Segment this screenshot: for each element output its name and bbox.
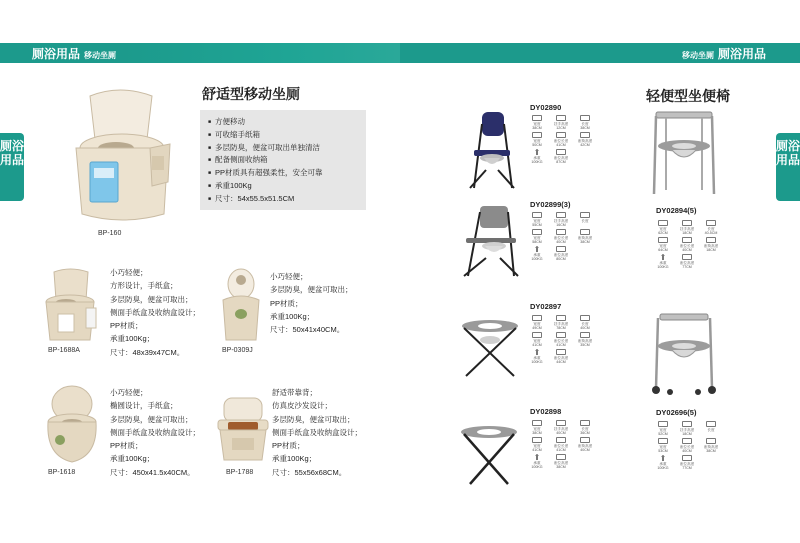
spec-value: 18CM bbox=[682, 231, 692, 235]
spec-cell bbox=[550, 437, 572, 453]
spec-label: 长度 bbox=[581, 322, 589, 326]
bp160-model: BP-160 bbox=[98, 230, 122, 237]
spec-label: 宽度 bbox=[659, 428, 667, 432]
spec-cell bbox=[700, 220, 722, 236]
header-right-title: 厕浴用品 bbox=[717, 47, 766, 61]
spec-label: 宽度 bbox=[533, 427, 541, 431]
desc-line: 尺寸：50x41x40CM。 bbox=[270, 325, 345, 335]
spec-cell bbox=[526, 115, 548, 131]
chair-dy02899-image bbox=[460, 204, 522, 278]
dimension-icon bbox=[580, 212, 590, 218]
spec-cell bbox=[550, 132, 572, 148]
desc-line: 侧面手纸盒及收纳盒设计； bbox=[110, 427, 200, 437]
spec-value: 36CM bbox=[580, 431, 590, 435]
chair-dy02696-specs bbox=[652, 421, 722, 471]
spec-label: 扶手高度 bbox=[679, 428, 695, 432]
side-tab-left-line2: 用品 bbox=[0, 153, 25, 167]
spec-label: 宽度 bbox=[659, 244, 667, 248]
dimension-icon bbox=[580, 229, 590, 235]
spec-label: 座椅高度 bbox=[577, 444, 593, 448]
spec-value: 42CM bbox=[580, 143, 590, 147]
bp1788-model: BP-1788 bbox=[226, 469, 254, 476]
dimension-icon bbox=[556, 437, 566, 443]
spec-value: 41CM bbox=[556, 143, 566, 147]
spec-value: 40CM bbox=[682, 449, 692, 453]
chair-dy02898-specs bbox=[526, 420, 596, 470]
spec-cell bbox=[550, 332, 572, 348]
dimension-icon bbox=[658, 237, 668, 243]
spec-value: 78CM bbox=[556, 326, 566, 330]
spec-value: 100KG bbox=[531, 257, 543, 261]
spec-cell bbox=[526, 420, 548, 436]
header-left-title: 厕浴用品 bbox=[32, 47, 81, 61]
dimension-icon bbox=[580, 437, 590, 443]
spec-label: 座位长度 bbox=[553, 339, 569, 343]
dimension-icon bbox=[658, 438, 668, 444]
commode-bp0309j-image bbox=[218, 266, 264, 344]
chair-dy02897-image bbox=[458, 318, 522, 380]
bp1688a-model: BP-1688A bbox=[48, 347, 80, 354]
desc-line: PP材质； bbox=[272, 441, 305, 451]
dimension-icon bbox=[532, 420, 542, 426]
desc-line: 仿真皮沙发设计； bbox=[272, 401, 332, 411]
spec-cell bbox=[700, 237, 722, 253]
spec-cell bbox=[652, 438, 674, 454]
desc-line: 方形设计，手纸盒； bbox=[110, 281, 178, 291]
desc-line: 承重100Kg； bbox=[270, 311, 315, 321]
bp0309j-model: BP-0309J bbox=[222, 347, 253, 354]
spec-label: 承重 bbox=[533, 461, 541, 465]
feature-item: ■ 方便移动 bbox=[208, 116, 366, 129]
dimension-icon bbox=[556, 229, 566, 235]
spec-label: 座位长度 bbox=[553, 444, 569, 448]
desc-line: 承重100Kg； bbox=[272, 454, 317, 464]
spec-cell bbox=[676, 455, 698, 471]
spec-cell bbox=[574, 332, 596, 348]
commode-bp160-image bbox=[60, 86, 184, 226]
dimension-icon bbox=[556, 115, 566, 121]
spec-cell bbox=[574, 437, 596, 453]
spec-cell bbox=[526, 246, 548, 262]
chair-dy02696-model: DY02696(5) bbox=[656, 408, 697, 417]
spec-value: 50CM bbox=[532, 143, 542, 147]
spec-cell bbox=[526, 132, 548, 148]
spec-label: 长度 bbox=[581, 427, 589, 431]
spec-cell bbox=[574, 115, 596, 131]
person-icon bbox=[534, 349, 540, 355]
desc-line: 尺寸：48x39x47CM。 bbox=[110, 347, 185, 357]
dimension-icon bbox=[580, 315, 590, 321]
spec-value: 52CM bbox=[658, 432, 668, 436]
chair-dy02897-model: DY02897 bbox=[530, 302, 562, 311]
spec-cell bbox=[574, 229, 596, 245]
spec-label: 座位高度 bbox=[679, 261, 695, 265]
dimension-icon bbox=[658, 220, 668, 226]
spec-label: 座椅高度 bbox=[577, 339, 593, 343]
dimension-icon bbox=[658, 421, 668, 427]
spec-cell bbox=[526, 332, 548, 348]
main-product-title: 舒适型移动坐厕 bbox=[202, 86, 300, 102]
spec-cell bbox=[574, 315, 596, 331]
person-icon bbox=[534, 246, 540, 252]
spec-value: 77CM bbox=[682, 265, 692, 269]
spec-cell bbox=[550, 246, 572, 262]
chair-dy02899-specs bbox=[526, 212, 596, 262]
side-tab-right-line2: 用品 bbox=[776, 153, 800, 167]
dimension-icon bbox=[706, 237, 716, 243]
dimension-icon bbox=[532, 315, 542, 321]
spec-label: 座位高度 bbox=[553, 253, 569, 257]
chair-dy02898-model: DY02898 bbox=[530, 407, 562, 416]
spec-cell bbox=[652, 237, 674, 253]
spec-value: 55CM bbox=[532, 223, 542, 227]
spec-label: 长度 bbox=[581, 122, 589, 126]
dimension-icon bbox=[556, 315, 566, 321]
spec-value: 53CM bbox=[658, 449, 668, 453]
chair-dy02890-specs bbox=[526, 115, 596, 165]
dimension-icon bbox=[556, 332, 566, 338]
feature-item: ■ 可收缩手纸箱 bbox=[208, 129, 366, 142]
spec-value: 100KG bbox=[531, 360, 543, 364]
spec-cell bbox=[574, 420, 596, 436]
spec-value: 38CM bbox=[580, 126, 590, 130]
spec-cell bbox=[550, 315, 572, 331]
spec-value: 100KG bbox=[531, 465, 543, 469]
spec-cell bbox=[676, 438, 698, 454]
spec-value: 41CM bbox=[556, 448, 566, 452]
spec-cell bbox=[676, 254, 698, 270]
spec-label: 座位长度 bbox=[679, 244, 695, 248]
chair-dy02894-image bbox=[646, 106, 722, 198]
dimension-icon bbox=[580, 115, 590, 121]
spec-cell bbox=[652, 421, 674, 437]
spec-cell bbox=[526, 315, 548, 331]
spec-label: 承重 bbox=[533, 253, 541, 257]
dimension-icon bbox=[682, 455, 692, 461]
spec-value: 40CM bbox=[556, 240, 566, 244]
spec-label: 宽度 bbox=[533, 139, 541, 143]
header-right-sub: 移动坐厕 bbox=[681, 51, 714, 60]
side-tab-left-line1: 厕浴 bbox=[0, 139, 25, 153]
side-tab-right-line1: 厕浴 bbox=[776, 139, 800, 153]
desc-line: 多层防臭，便盆可取出； bbox=[272, 414, 355, 424]
spec-label: 座椅高度 bbox=[703, 445, 719, 449]
chair-dy02899-model: DY02899(3) bbox=[530, 200, 571, 209]
person-icon bbox=[534, 454, 540, 460]
chair-dy02898-image bbox=[458, 424, 520, 486]
spec-cell bbox=[676, 237, 698, 253]
dimension-icon bbox=[556, 149, 566, 155]
spec-cell bbox=[550, 454, 572, 470]
bp1688a-description bbox=[110, 266, 200, 359]
chair-dy02890-image bbox=[464, 108, 520, 190]
spec-value: 58CM bbox=[532, 240, 542, 244]
spec-label: 长度 bbox=[707, 227, 715, 231]
spec-cell bbox=[574, 132, 596, 148]
commode-bp1788-image bbox=[216, 396, 270, 462]
spec-label: 承重 bbox=[533, 356, 541, 360]
spec-cell bbox=[574, 212, 596, 228]
spec-label: 宽度 bbox=[533, 236, 541, 240]
spec-label: 承重 bbox=[533, 156, 541, 160]
spec-cell bbox=[700, 421, 722, 437]
desc-line: 椭圆设计，手纸盒； bbox=[110, 401, 178, 411]
desc-line: 舒适带靠背； bbox=[272, 388, 317, 397]
spec-value: 80CM bbox=[556, 257, 566, 261]
spec-cell bbox=[526, 212, 548, 228]
dimension-icon bbox=[556, 349, 566, 355]
dimension-icon bbox=[706, 220, 716, 226]
spec-value: 38CM bbox=[532, 431, 542, 435]
desc-line: 小巧轻便； bbox=[270, 272, 308, 281]
spec-label: 座椅高度 bbox=[703, 244, 719, 248]
spec-value: 49CM bbox=[532, 326, 542, 330]
spec-label: 座位高度 bbox=[679, 462, 695, 466]
chair-dy02894-model: DY02894(5) bbox=[656, 206, 697, 215]
header-right bbox=[682, 45, 766, 62]
spec-value: 18CM bbox=[706, 248, 716, 252]
desc-line: 小巧轻便； bbox=[110, 268, 148, 277]
feature-list bbox=[200, 110, 366, 210]
desc-line: PP材质； bbox=[110, 441, 143, 451]
commode-bp1688a-image bbox=[40, 266, 100, 344]
dimension-icon bbox=[706, 421, 716, 427]
spec-cell bbox=[652, 220, 674, 236]
chair-dy02696-image bbox=[646, 310, 722, 398]
spec-value: 38CM bbox=[580, 240, 590, 244]
spec-label: 扶手高度 bbox=[553, 427, 569, 431]
spec-cell bbox=[676, 421, 698, 437]
chairs-title: 轻便型坐便椅 bbox=[646, 88, 730, 104]
spec-label: 长度 bbox=[581, 219, 589, 223]
spec-cell bbox=[550, 212, 572, 228]
feature-item: ■ PP材质具有超强柔性，安全可靠 bbox=[208, 167, 366, 180]
bp1618-model: BP-1618 bbox=[48, 469, 76, 476]
spec-value: 40CM bbox=[682, 248, 692, 252]
spec-label: 座椅高度 bbox=[577, 139, 593, 143]
dimension-icon bbox=[556, 132, 566, 138]
dimension-icon bbox=[682, 237, 692, 243]
spec-cell bbox=[550, 149, 572, 165]
person-icon bbox=[660, 455, 666, 461]
chair-dy02897-specs bbox=[526, 315, 596, 365]
dimension-icon bbox=[532, 332, 542, 338]
person-icon bbox=[534, 149, 540, 155]
spec-value: 100KG bbox=[657, 466, 669, 470]
spec-cell bbox=[526, 454, 548, 470]
spec-label: 扶手高度 bbox=[679, 227, 695, 231]
spec-value: 12CM bbox=[556, 126, 566, 130]
spec-label: 座位高度 bbox=[553, 461, 569, 465]
spec-cell bbox=[550, 115, 572, 131]
dimension-icon bbox=[580, 420, 590, 426]
side-tab-left bbox=[0, 133, 24, 201]
spec-label: 承重 bbox=[659, 462, 667, 466]
header-left-sub: 移动坐厕 bbox=[84, 51, 117, 60]
bp0309j-description bbox=[270, 270, 353, 336]
spec-value: 40-5CM bbox=[704, 231, 718, 235]
spec-value: 100KG bbox=[657, 265, 669, 269]
dimension-icon bbox=[682, 421, 692, 427]
desc-line: 尺寸：55x56x68CM。 bbox=[272, 467, 347, 477]
spec-cell bbox=[526, 149, 548, 165]
desc-line: 多层防臭，便盆可取出； bbox=[270, 285, 353, 295]
commode-bp1618-image bbox=[42, 384, 100, 464]
dimension-icon bbox=[556, 246, 566, 252]
desc-line: 承重100Kg； bbox=[110, 454, 155, 464]
spec-label: 座位长度 bbox=[679, 445, 695, 449]
spec-label: 座位长度 bbox=[553, 139, 569, 143]
spec-value: 38CM bbox=[556, 465, 566, 469]
desc-line: 多层防臭，便盆可取出； bbox=[110, 414, 193, 424]
spec-label: 座椅高度 bbox=[577, 236, 593, 240]
header-left bbox=[32, 45, 116, 62]
dimension-icon bbox=[532, 132, 542, 138]
spec-cell bbox=[652, 455, 674, 471]
bp1618-description bbox=[110, 386, 200, 479]
desc-line: 承重100Kg； bbox=[110, 334, 155, 344]
spec-label: 扶手高度 bbox=[553, 219, 569, 223]
spec-label: 座位高度 bbox=[553, 356, 569, 360]
spec-value: 40CM bbox=[580, 448, 590, 452]
spec-label: 座位高度 bbox=[553, 156, 569, 160]
spec-label: 宽度 bbox=[533, 219, 541, 223]
spec-value: 40CM bbox=[556, 431, 566, 435]
person-icon bbox=[660, 254, 666, 260]
spec-label: 宽度 bbox=[533, 122, 541, 126]
desc-line: PP材质； bbox=[110, 321, 143, 331]
spec-value: 16CM bbox=[556, 223, 566, 227]
dimension-icon bbox=[532, 115, 542, 121]
spec-cell bbox=[652, 254, 674, 270]
spec-label: 扶手高度 bbox=[553, 322, 569, 326]
feature-item: ■ 配备侧面收纳箱 bbox=[208, 154, 366, 167]
spec-cell bbox=[526, 229, 548, 245]
spec-cell bbox=[700, 438, 722, 454]
spec-label: 宽度 bbox=[659, 445, 667, 449]
chair-dy02890-model: DY02890 bbox=[530, 103, 562, 112]
spec-value: 87CM bbox=[556, 160, 566, 164]
dimension-icon bbox=[556, 212, 566, 218]
dimension-icon bbox=[532, 229, 542, 235]
desc-line: PP材质； bbox=[270, 298, 303, 308]
spec-cell bbox=[550, 349, 572, 365]
spec-value: 38CM bbox=[532, 126, 542, 130]
dimension-icon bbox=[580, 132, 590, 138]
side-tab-right bbox=[776, 133, 800, 201]
desc-line: 尺寸：450x41.5x40CM。 bbox=[110, 467, 195, 477]
spec-label: 长度 bbox=[707, 428, 715, 432]
desc-line: 多层防臭，便盆可取出； bbox=[110, 294, 193, 304]
spec-label: 承重 bbox=[659, 261, 667, 265]
dimension-icon bbox=[532, 437, 542, 443]
spec-value: 40CM bbox=[580, 326, 590, 330]
dimension-icon bbox=[532, 212, 542, 218]
bp1788-description bbox=[272, 386, 362, 479]
spec-cell bbox=[526, 349, 548, 365]
spec-value: 64CM bbox=[658, 248, 668, 252]
spec-cell bbox=[550, 420, 572, 436]
spec-value: 41CM bbox=[556, 343, 566, 347]
dimension-icon bbox=[556, 420, 566, 426]
spec-cell bbox=[550, 229, 572, 245]
spec-value: 35CM bbox=[580, 343, 590, 347]
chair-dy02894-specs bbox=[652, 220, 722, 270]
spec-cell bbox=[676, 220, 698, 236]
spec-value: 100KG bbox=[531, 160, 543, 164]
feature-item: ■ 尺寸：54x55.5x51.5CM bbox=[208, 193, 366, 206]
desc-line: 侧面手纸盒及收纳盒设计； bbox=[272, 427, 362, 437]
spec-value: 77CM bbox=[682, 466, 692, 470]
spec-label: 宽度 bbox=[533, 444, 541, 448]
desc-line: 小巧轻便； bbox=[110, 388, 148, 397]
spec-label: 扶手高度 bbox=[553, 122, 569, 126]
feature-item: ■ 承重100Kg bbox=[208, 180, 366, 193]
dimension-icon bbox=[556, 454, 566, 460]
spec-value: 41CM bbox=[532, 448, 542, 452]
desc-line: 侧面手纸盒及收纳盒设计； bbox=[110, 307, 200, 317]
spec-value: 18CM bbox=[682, 432, 692, 436]
spec-label: 座位长度 bbox=[553, 236, 569, 240]
dimension-icon bbox=[682, 438, 692, 444]
spec-label: 宽度 bbox=[659, 227, 667, 231]
dimension-icon bbox=[682, 254, 692, 260]
spec-label: 宽度 bbox=[533, 339, 541, 343]
dimension-icon bbox=[580, 332, 590, 338]
dimension-icon bbox=[706, 438, 716, 444]
feature-item: ■ 多层防臭，便盆可取出单独清洁 bbox=[208, 142, 366, 155]
spec-value: 62CM bbox=[658, 231, 668, 235]
spec-value: 44CM bbox=[556, 360, 566, 364]
spec-label: 宽度 bbox=[533, 322, 541, 326]
dimension-icon bbox=[682, 220, 692, 226]
spec-cell bbox=[526, 437, 548, 453]
spec-value: 38CM bbox=[706, 449, 716, 453]
spec-value: 41CM bbox=[532, 343, 542, 347]
